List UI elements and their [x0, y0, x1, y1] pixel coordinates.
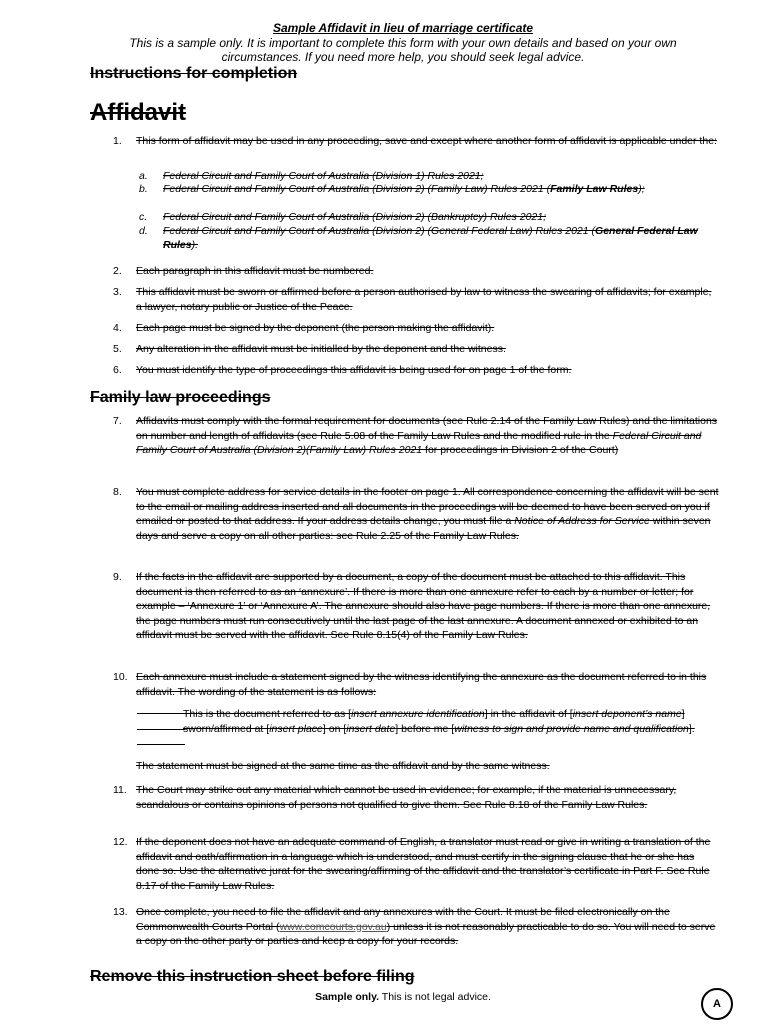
rules-subitem-a: a. Federal Circuit and Family Court of Australia (Division 1) Rules 2021; [139, 170, 484, 182]
instruction-item-4: 4. Each page must be signed by the deponent (the person making the affidavit). [113, 322, 495, 334]
quote-rule [137, 713, 185, 714]
instruction-item-3: 3. This affidavit must be sworn or affirmed before a person authorised by law to witness the swearing of affidavits; for example, a lawyer, notary public or Justice of the Peace. [113, 286, 712, 313]
instruction-item-13: 13. Once complete, you need to file the affidavit and any annexures with the Court. It must be filed electronically on the Commonwealth Courts Portal (www.comcourts.gov.au) unless it is not reasonably practicable to do so. You will need to serve a copy on the other party or parties and keep a copy for your records. [113, 906, 716, 947]
instruction-item-9: 9. If the facts in the affidavit are supported by a document, a copy of the document must be attached to this affidavit. This document is then referred to as an ‘annexure’. If there is more than one annexure refer to each by a number or letter; for example – ‘Annexure 1’ or ‘Annexure A’. The annexure should also have page numbers. If there is more than one annexure, the page numbers must run consecutively until the last page of the last annexure. A document annexed or exhibited to an affidavit must be served with the affidavit. See Rule 8.15(4) of the Family Law Rules. [113, 571, 711, 641]
instruction-item-12: 12. If the deponent does not have an adequate command of English, a translator must read or give in writing a translation of the affidavit and oath/affirmation in a language which is understood, and must certify in the signing clause that he or she has done so. Use the alternative jurat for the swearing/affirming of the affidavit and the translator’s certificate in Part F. See Rule 8.17 of the Family Law Rules. [113, 836, 711, 892]
instruction-item-1 [113, 134, 719, 149]
instruction-item-11: 11. The Court may strike out any material which cannot be used in evidence; for example, if the material is unnecessary, scandalous or contains opinions of persons not qualified to give them. See Rule 8.18 of the Family Law Rules. [113, 784, 677, 811]
rules-subitem-c: c. Federal Circuit and Family Court of Australia (Division 2) (Bankruptcy) Rules 2021; [139, 211, 547, 223]
instruction-item-7: 7. Affidavits must comply with the formal requirement for documents (see Rule 2.14 of the Family Law Rules) and the limitations on number and length of affidavits (see Rule 5.08 of the Family Law Rules and the modified rule in the Federal Circuit and Family Court of Australia (Division 2)(Family Law) Rules 2021 for proceedings in Division 2 of the Court) [113, 415, 718, 456]
annexure-statement: This is the document referred to as [insert annexure identification] in the affidavit of [insert deponent’s name] sworn/affirmed at [insert place] on [insert date] before me [witness to sign and provide name and qualification]. [183, 708, 695, 735]
instruction-item-2: 2. Each paragraph in this affidavit must be numbered. [113, 265, 374, 277]
document-title: Sample Affidavit in lieu of marriage certificate [272, 21, 534, 35]
instruction-item-8: 8. You must complete address for service details in the footer on page 1. All correspondence concerning the affidavit will be sent to the email or mailing address inserted and all documents in the proceedings will be deemed to have been served on you if emailed or posted to that address. If your address details change, you must file a Notice of Address for Service within seven days and serve a copy on all other parties: see Rule 2.25 of the Family Law Rules. [113, 486, 719, 542]
rules-subitem-d: d. Federal Circuit and Family Court of Australia (Division 2) (General Federal Law) Rules 2021 (General Federal Law Rules). [139, 225, 698, 251]
instruction-item-6: 6. You must identify the type of proceedings this affidavit is being used for on page 1 of the form. [113, 364, 572, 376]
instruction-item-10: 10. Each annexure must include a statement signed by the witness identifying the annexure as the document referred to in this affidavit. The wording of the statement is as follows: [113, 671, 707, 698]
rules-subitem-b: b. Federal Circuit and Family Court of Australia (Division 2) (Family Law) Rules 2021 (Family Law Rules); [139, 183, 645, 195]
heading-family-law: Family law proceedings [90, 389, 271, 406]
annexure-badge: A [701, 988, 733, 1020]
heading-instructions: Instructions for completion [90, 65, 298, 82]
item-number: 1. [113, 135, 122, 147]
item-text: This form of affidavit may be used in any proceeding, save and except where another form of affidavit is applicable under the: [136, 135, 717, 147]
instruction-item-5: 5. Any alteration in the affidavit must be initialled by the deponent and the witness. [113, 343, 506, 355]
footer-disclaimer: Sample only. This is not legal advice. [315, 991, 491, 1003]
heading-remove-sheet: Remove this instruction sheet before filing [90, 968, 415, 985]
heading-affidavit: Affidavit [90, 99, 186, 126]
quote-rule [137, 744, 185, 745]
statement-signing-note: The statement must be signed at the same time as the affidavit and by the same witness. [136, 760, 550, 772]
comcourts-portal-link[interactable]: www.comcourts.gov.au [279, 920, 387, 933]
quote-rule [137, 729, 185, 730]
sample-notice: This is a sample only. It is important to complete this form with your own details and based on your own circumstances. If you need more help, you should seek legal advice. [129, 36, 677, 64]
